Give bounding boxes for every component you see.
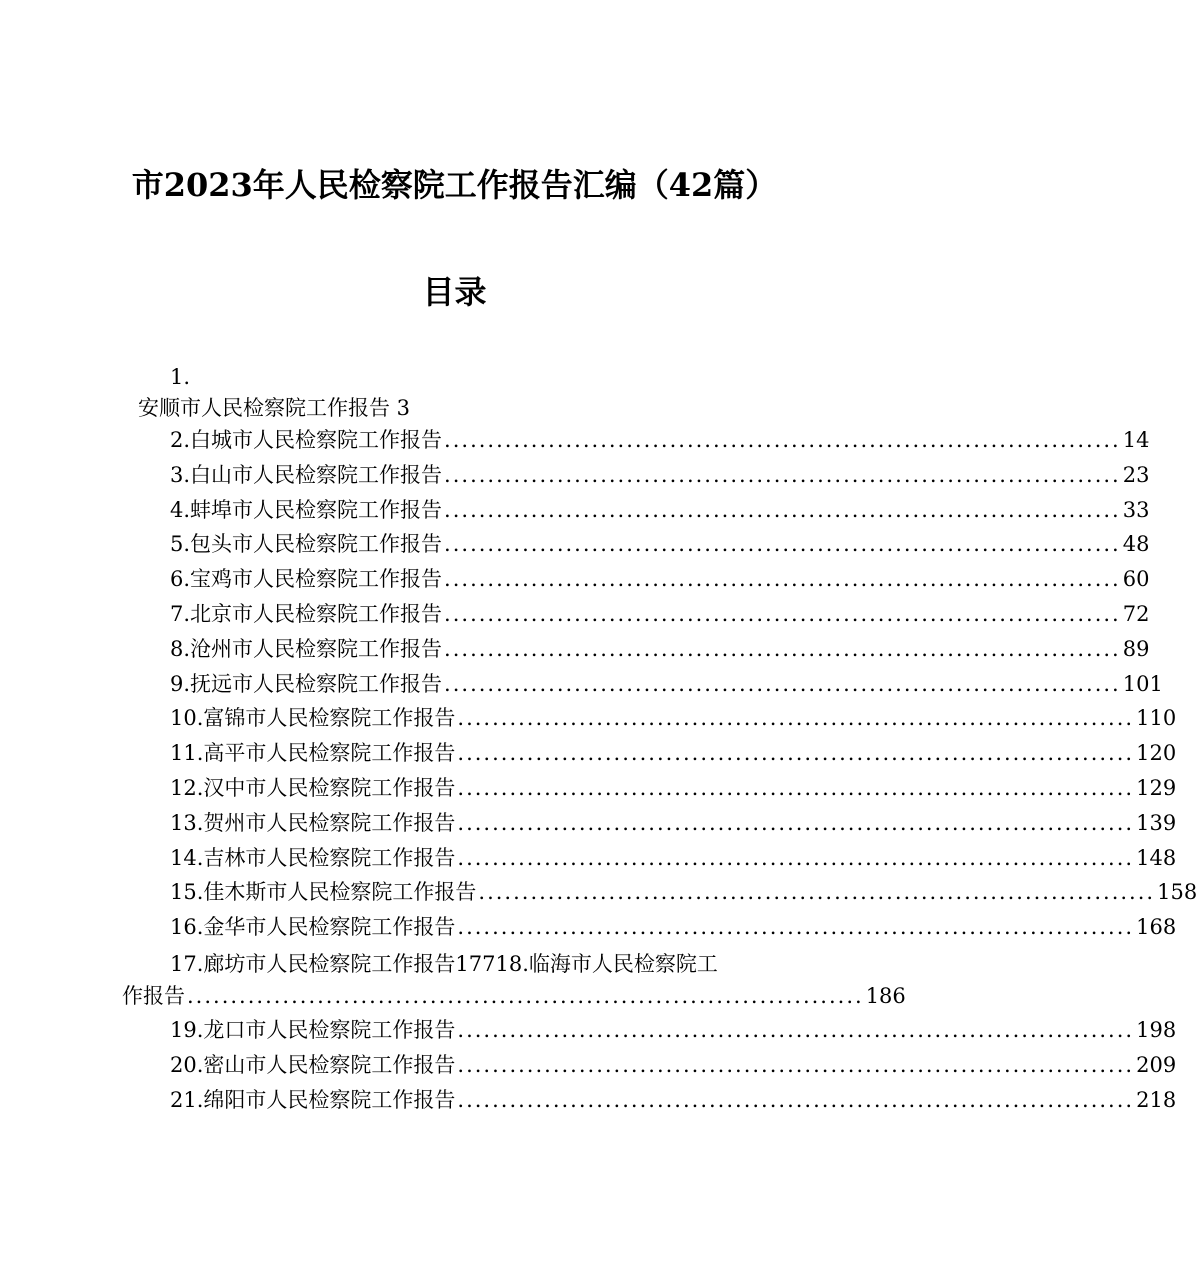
toc-entry-text: 2.白城市人民检察院工作报告 <box>170 428 443 452</box>
toc-leader-dots: .............................................................................. <box>444 602 1121 626</box>
toc-entry-page: 209 <box>1136 1052 1177 1077</box>
toc-entry-text: 12.汉中市人民检察院工作报告 <box>170 776 456 800</box>
toc-leader-dots: .............................................................................. <box>478 880 1156 905</box>
toc-entry-page: 186 <box>865 984 906 1008</box>
toc-leader-dots: .............................................................................. <box>457 1052 1135 1077</box>
toc-entry[interactable] <box>170 427 1150 453</box>
toc-entry-text: 20.密山市人民检察院工作报告 <box>170 1052 456 1077</box>
toc-entry-page: 89 <box>1122 636 1150 661</box>
toc-leader-dots: .............................................................................. <box>457 741 1135 766</box>
toc-entry-text: 19.龙口市人民检察院工作报告 <box>170 1018 456 1042</box>
toc-leader-dots: .............................................................................. <box>444 428 1121 452</box>
toc-leader-dots: .............................................................................. <box>444 567 1121 592</box>
toc-entry-text: 9.抚远市人民检察院工作报告 <box>170 671 443 696</box>
toc-entry[interactable] <box>170 462 1150 488</box>
toc-entry[interactable] <box>170 671 1163 697</box>
toc-entry-page: 72 <box>1122 602 1150 626</box>
toc-entry[interactable] <box>170 845 1177 871</box>
toc-leader-dots: .............................................................................. <box>457 810 1135 835</box>
toc-leader-dots: .............................................................................. <box>457 915 1135 940</box>
toc-leader-dots: .............................................................................. <box>444 671 1121 696</box>
toc-entry[interactable] <box>170 810 1177 836</box>
toc-entry-page: 158 <box>1157 880 1197 905</box>
toc-entry-page: 139 <box>1136 810 1177 835</box>
toc-entry[interactable] <box>170 531 1150 557</box>
toc-first-entry[interactable]: 安顺市人民检察院工作报告 3 <box>138 396 411 420</box>
toc-entry-page: 101 <box>1122 671 1163 696</box>
toc-entry[interactable] <box>170 1052 1177 1078</box>
toc-entry-page: 148 <box>1136 845 1177 870</box>
toc-entry[interactable] <box>122 983 906 1009</box>
toc-entry-text: 8.沧州市人民检察院工作报告 <box>170 636 443 661</box>
toc-first-number: 1. <box>170 365 191 389</box>
toc-leader-dots: .............................................................................. <box>444 532 1121 557</box>
toc-entry-page: 218 <box>1136 1087 1177 1112</box>
toc-entry-text: 6.宝鸡市人民检察院工作报告 <box>170 567 443 592</box>
toc-entry[interactable] <box>170 566 1150 592</box>
toc-entry-text: 15.佳木斯市人民检察院工作报告 <box>170 880 477 905</box>
toc-entry-text: 14.吉林市人民检察院工作报告 <box>170 845 456 870</box>
toc-entry-text: 5.包头市人民检察院工作报告 <box>170 532 443 557</box>
toc-entry-page: 198 <box>1136 1018 1177 1042</box>
toc-entry-page: 129 <box>1136 776 1177 800</box>
toc-entry-text: 10.富锦市人民检察院工作报告 <box>170 706 456 731</box>
toc-merged-entry-line[interactable]: 17.廊坊市人民检察院工作报告17718.临海市人民检察院工 <box>170 952 718 976</box>
toc-entry-page: 23 <box>1122 462 1150 487</box>
toc-entry-page: 120 <box>1136 741 1177 766</box>
toc-entry-text: 3.白山市人民检察院工作报告 <box>170 462 443 487</box>
toc-leader-dots: .............................................................................. <box>187 984 864 1008</box>
toc-leader-dots: .............................................................................. <box>457 1018 1135 1042</box>
toc-entry-text: 11.高平市人民检察院工作报告 <box>170 741 456 766</box>
toc-entry[interactable] <box>170 497 1150 523</box>
toc-entry-text: 21.绵阳市人民检察院工作报告 <box>170 1087 456 1112</box>
toc-entry-page: 48 <box>1122 532 1150 557</box>
toc-leader-dots: .............................................................................. <box>457 706 1135 731</box>
toc-entry-page: 168 <box>1136 915 1177 940</box>
toc-heading: 目录 <box>422 273 487 311</box>
toc-leader-dots: .............................................................................. <box>444 636 1121 661</box>
toc-entry[interactable] <box>170 1017 1177 1043</box>
toc-entry-text: 13.贺州市人民检察院工作报告 <box>170 810 456 835</box>
toc-entry[interactable] <box>170 914 1177 940</box>
toc-entry-text: 7.北京市人民检察院工作报告 <box>170 602 443 626</box>
toc-entry[interactable] <box>170 740 1177 766</box>
toc-entry[interactable] <box>170 775 1177 801</box>
toc-entry[interactable] <box>170 1087 1177 1113</box>
toc-leader-dots: .............................................................................. <box>444 497 1121 522</box>
toc-entry-text: 作报告 <box>122 984 185 1008</box>
toc-entry[interactable] <box>170 636 1150 662</box>
toc-entry-page: 33 <box>1122 497 1150 522</box>
toc-entry[interactable] <box>170 601 1150 627</box>
toc-entry-text: 16.金华市人民检察院工作报告 <box>170 915 456 940</box>
toc-entry-page: 14 <box>1122 428 1150 452</box>
document-title: 市2023年人民检察院工作报告汇编（42篇） <box>131 166 778 204</box>
toc-entry-page: 110 <box>1136 706 1177 731</box>
toc-leader-dots: .............................................................................. <box>457 1087 1135 1112</box>
toc-entry-text: 4.蚌埠市人民检察院工作报告 <box>170 497 443 522</box>
toc-entry[interactable] <box>170 705 1177 731</box>
toc-leader-dots: .............................................................................. <box>457 776 1135 800</box>
toc-entry[interactable] <box>170 879 1197 905</box>
toc-leader-dots: .............................................................................. <box>444 462 1121 487</box>
toc-entry-page: 60 <box>1122 567 1150 592</box>
toc-leader-dots: .............................................................................. <box>457 845 1135 870</box>
